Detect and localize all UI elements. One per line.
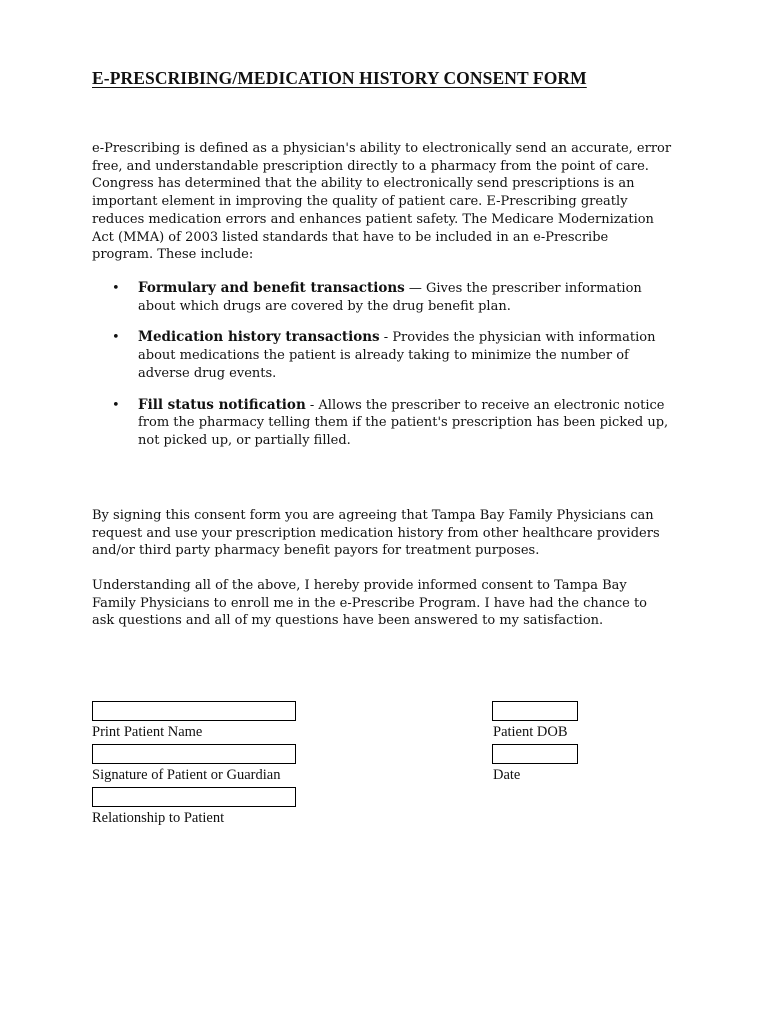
- signature-field[interactable]: [92, 744, 296, 764]
- consent-paragraph-2: Understanding all of the above, I hereby provide informed consent to Tampa Bay Family Physicians to enroll me in the e-Prescribe Program. I have had the chance to ask questions and all of my questions have been answered to my satisfaction.: [92, 578, 648, 629]
- bullet-text: - Provides the physician with information about medications the patient is already taking to minimize the number of adverse drug events.: [138, 330, 656, 381]
- e-prescribe-standards-list: [92, 280, 672, 450]
- bullet-term: Formulary and benefit transactions: [138, 280, 405, 296]
- patient-name-label: Print Patient Name: [92, 724, 203, 740]
- list-item: [92, 280, 672, 315]
- patient-dob-label: Patient DOB: [493, 724, 568, 740]
- bullet-icon: •: [112, 281, 120, 296]
- signature-label: Signature of Patient or Guardian: [92, 767, 281, 783]
- relationship-field[interactable]: [92, 787, 296, 807]
- date-label: Date: [493, 767, 521, 783]
- consent-paragraph-1: By signing this consent form you are agreeing that Tampa Bay Family Physicians can request and use your prescription medication history from other healthcare providers and/or third party pharmacy benefit payors for treatment purposes.: [92, 508, 660, 559]
- bullet-icon: •: [112, 330, 120, 346]
- bullet-icon: •: [112, 397, 120, 413]
- patient-dob-field[interactable]: [492, 701, 578, 721]
- bullet-term: Medication history transactions: [138, 329, 380, 346]
- bullet-text: — Gives the prescriber information about which drugs are covered by the drug benefit plan.: [138, 281, 642, 314]
- bullet-term: Fill status notification: [138, 396, 306, 413]
- list-item: [92, 329, 672, 382]
- patient-name-field[interactable]: [92, 701, 296, 721]
- list-item: [92, 397, 672, 450]
- bullet-text: - Allows the prescriber to receive an electronic notice from the pharmacy telling them if the patient's prescription has been picked up, not picked up, or partially filled.: [138, 397, 669, 448]
- date-field[interactable]: [492, 744, 578, 764]
- form-title: E-PRESCRIBING/MEDICATION HISTORY CONSENT FORM: [92, 68, 587, 88]
- relationship-label: Relationship to Patient: [92, 810, 225, 826]
- intro-paragraph: e-Prescribing is defined as a physician's ability to electronically send an accurate, error free, and understandable prescription directly to a pharmacy from the point of care. Congress has determined that the ability to electronically send prescriptions is an important element in improving the quality of patient care. E-Prescribing greatly reduces medication errors and enhances patient safety. The Medicare Modernization Act (MMA) of 2003 listed standards that have to be included in an e-Prescribe program. These include:: [92, 141, 672, 263]
